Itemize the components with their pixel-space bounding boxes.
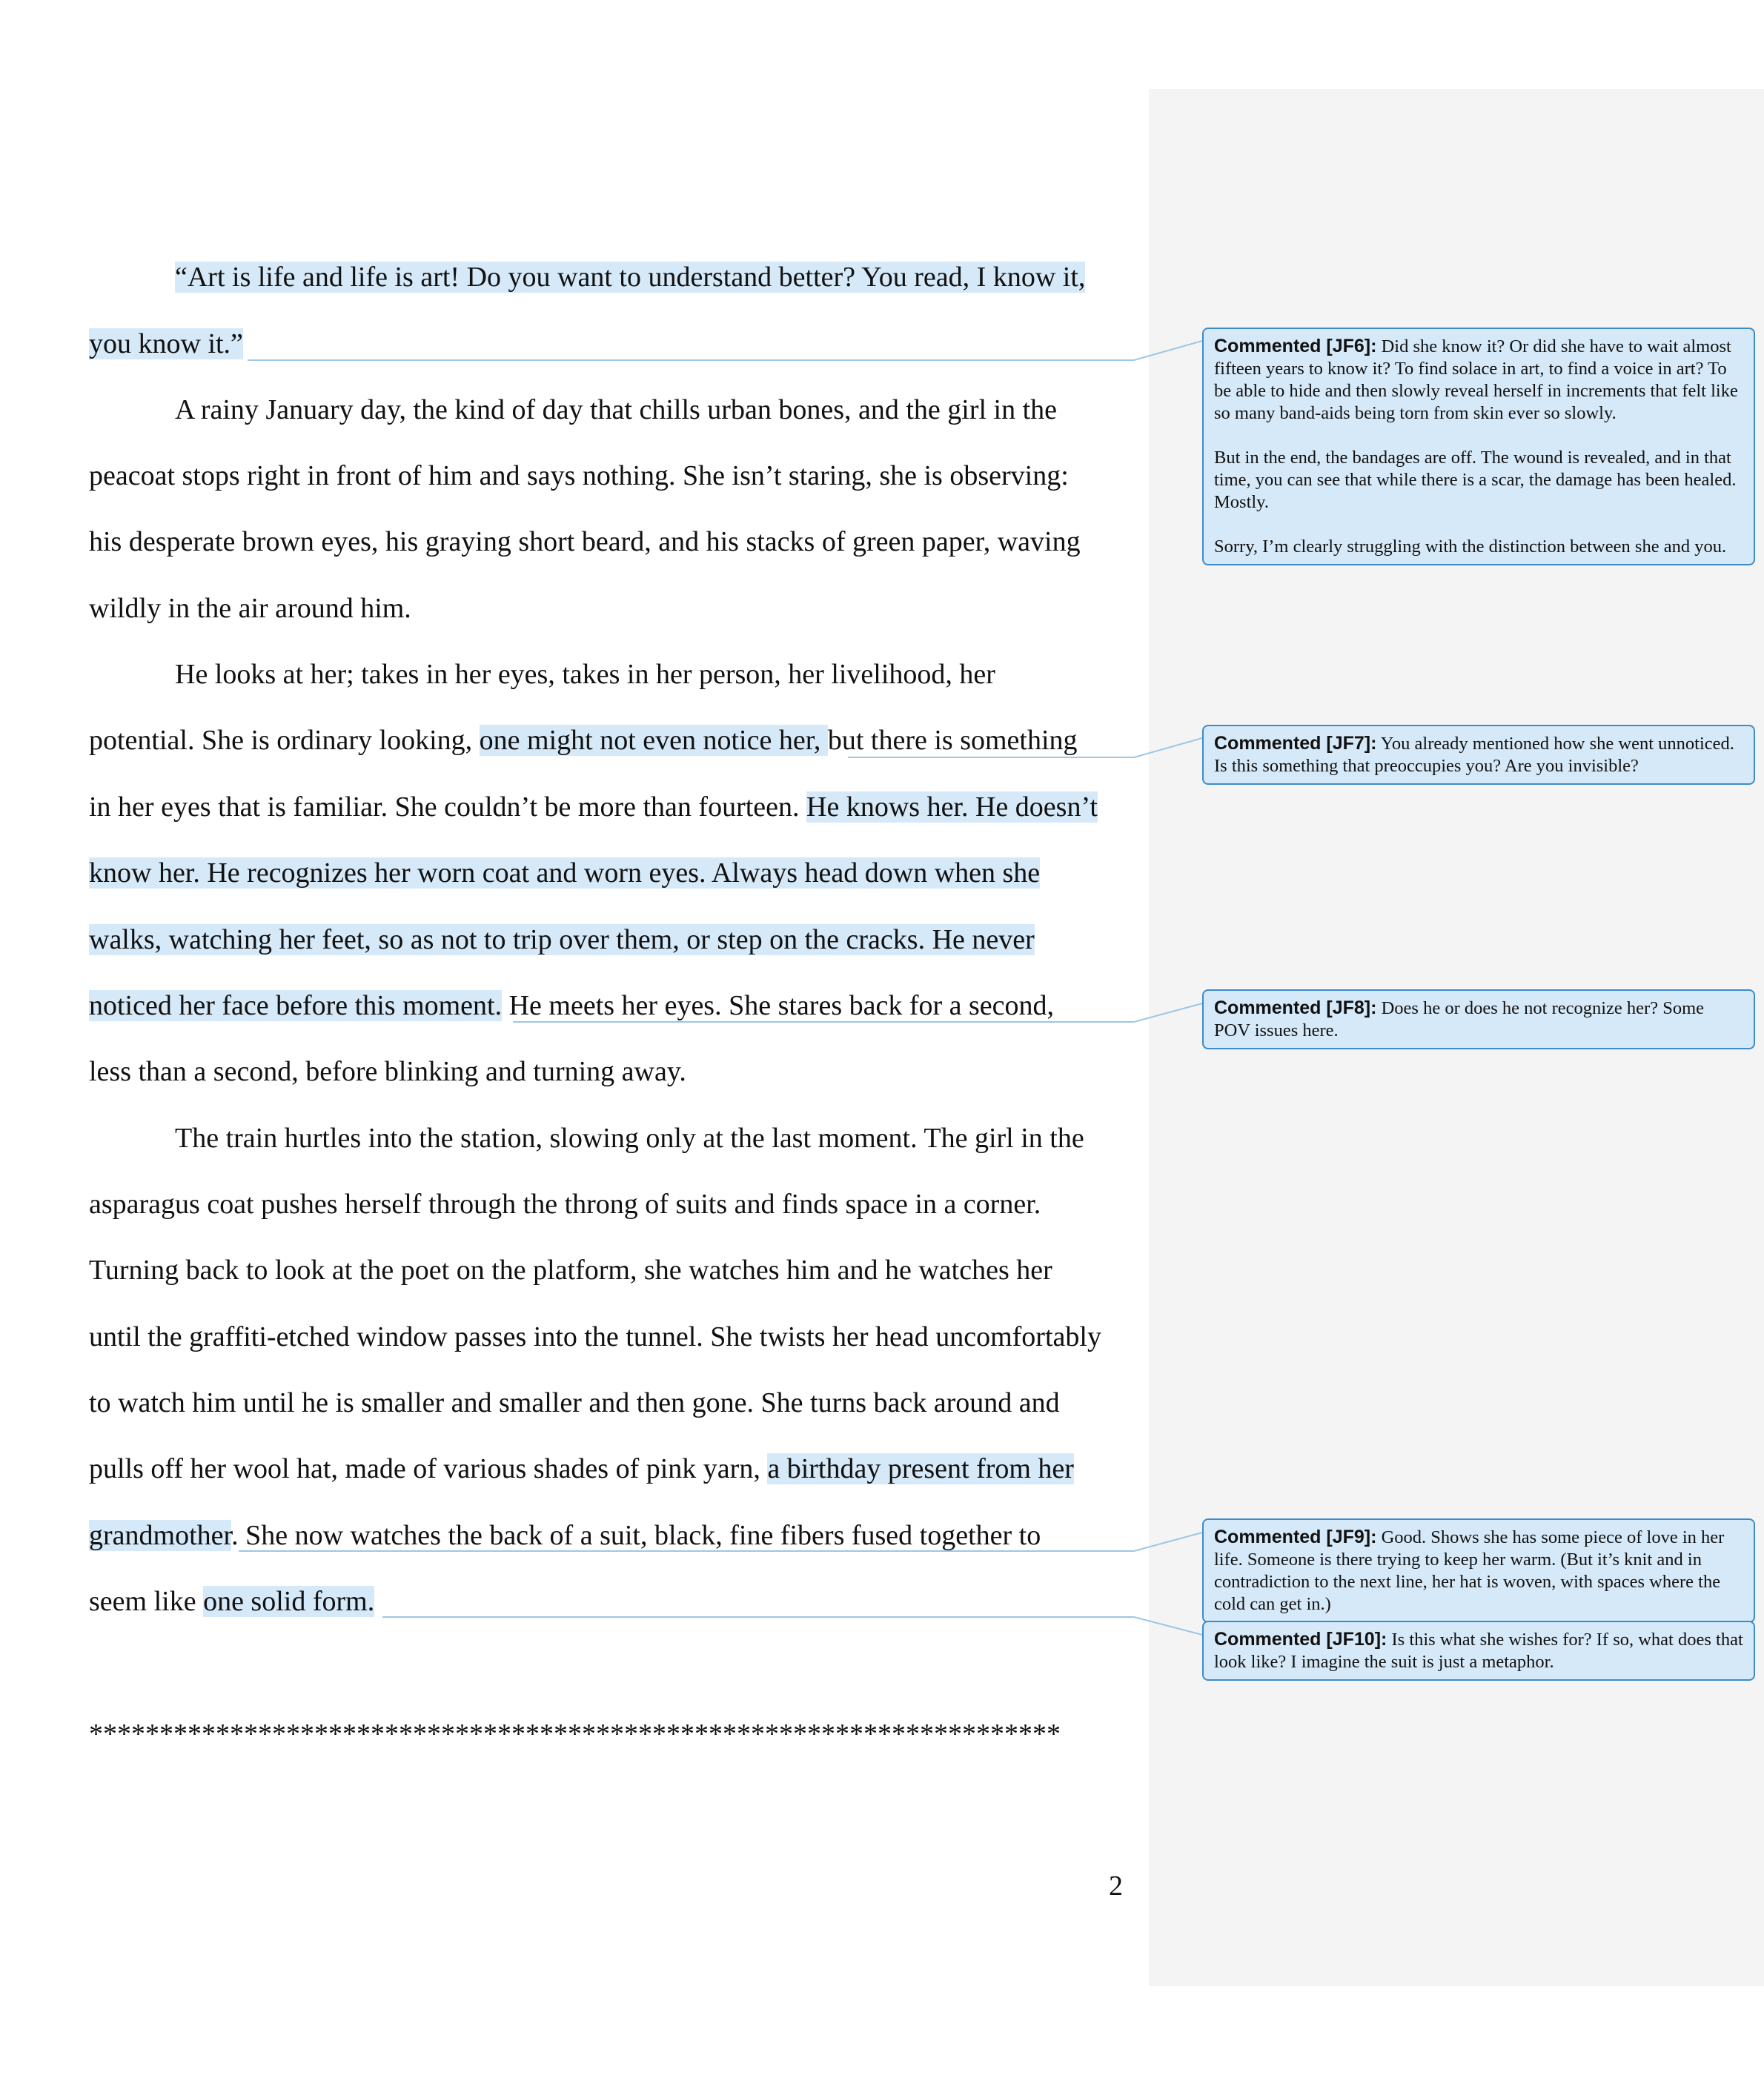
comment-label: Commented [JF8]: [1214, 997, 1377, 1018]
text: potential. She is ordinary looking, [89, 725, 480, 756]
comment-text [1214, 1628, 1743, 1673]
comment-text [1214, 732, 1743, 777]
highlight: He knows her. He doesn’t [806, 791, 1098, 823]
highlight: a birthday present from her [767, 1453, 1074, 1484]
text: He meets her eyes. She stares back for a second, [502, 990, 1055, 1021]
doc-line-1 [175, 255, 1085, 299]
text: less than a second, before blinking and turning away. [89, 1056, 686, 1087]
highlight: “Art is life and life is art! Do you want to understand better? You read, I know it, [175, 262, 1086, 293]
doc-line-4 [89, 454, 1069, 498]
comment-body: Did she know it? Or did she have to wait almost fifteen years to know it? To find solace in art, to find a voice in art? To be able to hide and then slowly reveal herself in increments that felt like so many band-aids being torn from skin ever so slowly. [1214, 336, 1738, 423]
doc-line-16 [89, 1248, 1052, 1292]
text: but there is something [827, 725, 1078, 756]
highlight: one solid form. [203, 1586, 375, 1617]
highlight: you know it.” [89, 328, 243, 359]
highlight: know her. He recognizes her worn coat and worn eyes. Always head down when she [89, 857, 1041, 889]
comment-body: Does he or does he not recognize her? Some POV issues here. [1214, 998, 1704, 1040]
text: in her eyes that is familiar. She couldn’t be more than fourteen. [89, 791, 807, 823]
text: peacoat stops right in front of him and says nothing. She isn’t staring, she is observing: [89, 460, 1069, 491]
text: A rainy January day, the kind of day that chills urban bones, and the girl in the [175, 394, 1058, 425]
doc-line-17 [89, 1315, 1101, 1359]
comment-jf10[interactable] [1202, 1621, 1755, 1681]
doc-line-10 [89, 851, 1040, 895]
text: He looks at her; takes in her eyes, takes in her person, her livelihood, her [175, 659, 995, 690]
doc-line-8 [89, 718, 1078, 763]
comment-text [1214, 997, 1743, 1042]
text: ********************************************************************* [89, 1719, 1061, 1750]
comment-text [1214, 1526, 1743, 1616]
comment-label: Commented [JF9]: [1214, 1527, 1377, 1547]
connector-jf10 [382, 1617, 1202, 1635]
comment-jf7[interactable] [1202, 725, 1755, 785]
comment-label: Commented [JF6]: [1214, 336, 1377, 356]
page-number: 2 [1109, 1870, 1123, 1902]
doc-line-19 [89, 1447, 1074, 1491]
comment-body: Good. Shows she has some piece of love in her life. Someone is there trying to keep her warm. (But it’s knit and in contradiction to the next line, her hat is woven, with spaces where the cold can get in.) [1214, 1527, 1725, 1614]
text: pulls off her wool hat, made of various shades of pink yarn, [89, 1453, 768, 1484]
text: his desperate brown eyes, his graying short beard, and his stacks of green paper, waving [89, 526, 1081, 557]
doc-line-9 [89, 785, 1098, 829]
doc-line-15 [89, 1182, 1041, 1226]
connector-jf6 [248, 341, 1202, 360]
comment-label: Commented [JF10]: [1214, 1629, 1387, 1650]
doc-line-13 [89, 1049, 686, 1094]
doc-line-2 [89, 322, 243, 366]
comment-jf6[interactable] [1202, 328, 1755, 565]
text: until the graffiti-etched window passes into the tunnel. She twists her head uncomfortably [89, 1321, 1101, 1352]
doc-line-14 [175, 1116, 1084, 1161]
comment-text: But in the end, the bandages are off. The wound is revealed, and in that time, you can see that while there is a scar, the damage has been healed. Mostly. [1214, 448, 1737, 512]
comment-text: Sorry, I’m clearly struggling with the distinction between she and you. [1214, 537, 1727, 557]
highlight: one might not even notice her, [479, 725, 828, 756]
doc-line-5 [89, 519, 1081, 564]
doc-line-18 [89, 1381, 1060, 1425]
text: asparagus coat pushes herself through the throng of suits and finds space in a corner. [89, 1189, 1041, 1220]
comment-body: Is this what she wishes for? If so, what does that look like? I imagine the suit is just a metaphor. [1214, 1630, 1743, 1672]
comment-label: Commented [JF7]: [1214, 733, 1377, 754]
text: The train hurtles into the station, slowing only at the last moment. The girl in the [175, 1123, 1084, 1154]
comment-text [1214, 335, 1743, 425]
doc-line-7 [175, 652, 995, 697]
section-separator [89, 1712, 1061, 1756]
comment-body: You already mentioned how she went unnoticed. Is this something that preoccupies you? Are you invisible? [1214, 734, 1734, 776]
comment-jf8[interactable] [1202, 989, 1755, 1049]
doc-line-11 [89, 917, 1035, 962]
text: . She now watches the back of a suit, black, fine fibers fused together to [231, 1520, 1041, 1551]
highlight: noticed her face before this moment. [89, 990, 503, 1021]
text: Turning back to look at the poet on the platform, she watches him and he watches her [89, 1255, 1052, 1286]
highlight: walks, watching her feet, so as not to trip over them, or step on the cracks. He never [89, 924, 1035, 955]
doc-line-21 [89, 1579, 374, 1624]
comment-jf9[interactable] [1202, 1518, 1755, 1623]
text: wildly in the air around him. [89, 593, 411, 624]
doc-line-20 [89, 1513, 1041, 1558]
doc-line-3 [175, 388, 1057, 432]
text: seem like [89, 1586, 204, 1617]
doc-line-6 [89, 586, 411, 631]
highlight: grandmother [89, 1520, 232, 1551]
text: to watch him until he is smaller and smaller and then gone. She turns back around and [89, 1387, 1060, 1418]
doc-line-12 [89, 983, 1054, 1028]
